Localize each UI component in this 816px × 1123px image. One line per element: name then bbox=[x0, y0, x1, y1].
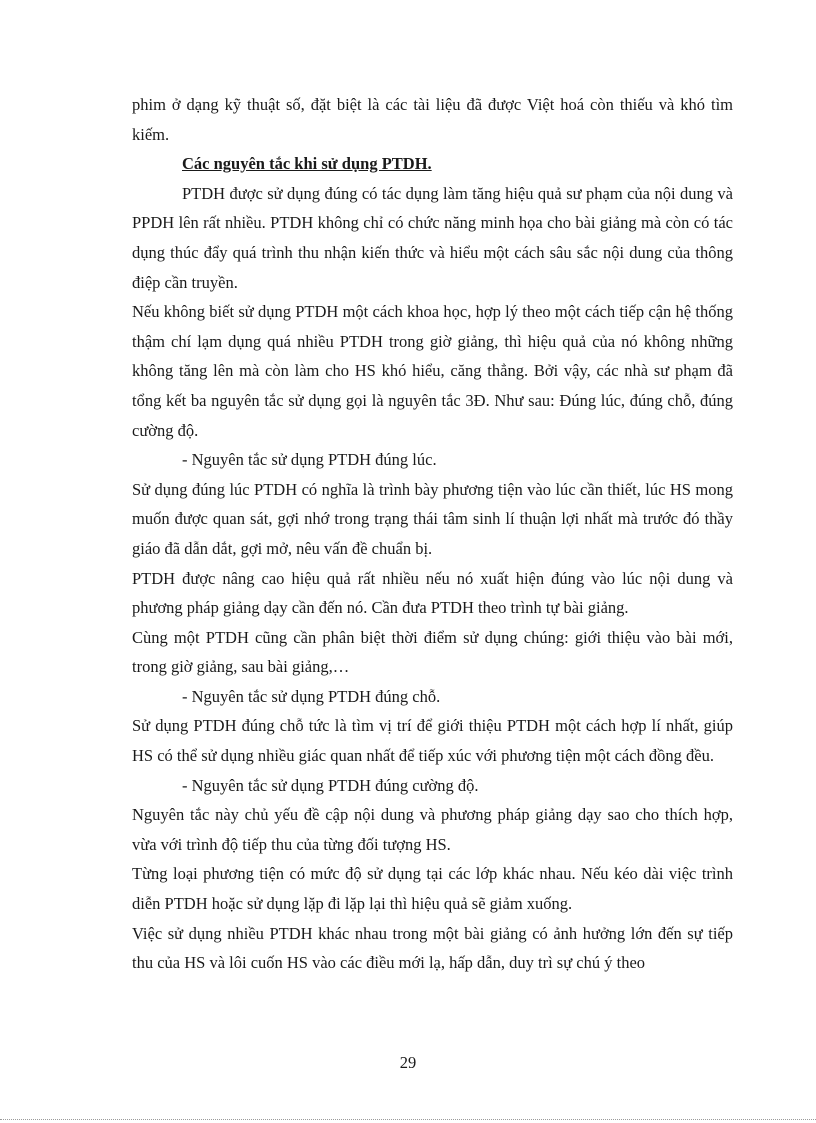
subheading-timing: - Nguyên tắc sử dụng PTDH đúng lúc. bbox=[182, 450, 437, 470]
paragraph: Nếu không biết sử dụng PTDH một cách khoa học, hợp lý theo một cách tiếp cận hệ thống thậm chí lạm dụng quá nhiều PTDH trong giờ giảng, thì hiệu quả của nó không những không tăng lên mà còn làm cho HS khó hiểu, căng thẳng. Bởi vậy, các nhà sư phạm đã tổng kết ba nguyên tắc sử dụng gọi là nguyên tắc 3Đ. Như sau: Đúng lúc, đúng chỗ, đúng cường độ. bbox=[132, 302, 733, 440]
paragraph: Từng loại phương tiện có mức độ sử dụng tại các lớp khác nhau. Nếu kéo dài việc trình diễn PTDH hoặc sử dụng lặp đi lặp lại thì hiệu quả sẽ giảm xuống. bbox=[132, 864, 733, 914]
paragraph: Nguyên tắc này chủ yếu đề cập nội dung và phương pháp giảng dạy sao cho thích hợp, vừa với trình độ tiếp thu của từng đối tượng HS. bbox=[132, 805, 733, 854]
section-heading: Các nguyên tắc khi sử dụng PTDH. bbox=[182, 154, 432, 174]
page-number: 29 bbox=[399, 1053, 417, 1072]
paragraph: PTDH được sử dụng đúng có tác dụng làm tăng hiệu quả sư phạm của nội dung và PPDH lên rất nhiều. PTDH không chỉ có chức năng minh họa cho bài giảng mà còn có tác dụng thúc đẩy quá trình thu nhận kiến thức và hiểu một cách sâu sắc nội dung của thông điệp cần truyền. bbox=[132, 183, 733, 292]
paragraph: PTDH được nâng cao hiệu quả rất nhiều nếu nó xuất hiện đúng vào lúc nội dung và phương pháp giảng dạy cần đến nó. Cần đưa PTDH theo trình tự bài giảng. bbox=[132, 568, 733, 618]
page-body bbox=[132, 90, 733, 978]
paragraph: Việc sử dụng nhiều PTDH khác nhau trong một bài giảng có ảnh hưởng lớn đến sự tiếp thu của HS và lôi cuốn HS vào các điều mới lạ, hấp dẫn, duy trì sự chú ý theo bbox=[132, 923, 733, 973]
paragraph: Sử dụng PTDH đúng chỗ tức là tìm vị trí để giới thiệu PTDH một cách hợp lí nhất, giúp HS có thể sử dụng nhiều giác quan nhất để tiếp xúc với phương tiện một cách đồng đều. bbox=[132, 716, 733, 766]
subheading-intensity: - Nguyên tắc sử dụng PTDH đúng cường độ. bbox=[182, 775, 479, 795]
paragraph: Cùng một PTDH cũng cần phân biệt thời điểm sử dụng chúng: giới thiệu vào bài mới, trong giờ giảng, sau bài giảng,… bbox=[132, 627, 733, 677]
paragraph: Sử dụng đúng lúc PTDH có nghĩa là trình bày phương tiện vào lúc cần thiết, lúc HS mong muốn được quan sát, gợi nhớ trong trạng thái tâm sinh lí thuận lợi nhất mà trước đó thầy giáo đã dẫn dắt, gợi mở, nêu vấn đề chuẩn bị. bbox=[132, 479, 733, 558]
subheading-place: - Nguyên tắc sử dụng PTDH đúng chỗ. bbox=[182, 686, 441, 706]
page-bottom-divider bbox=[0, 1119, 816, 1120]
paragraph-continuation: phim ở dạng kỹ thuật số, đặt biệt là các tài liệu đã được Việt hoá còn thiếu và khó tìm kiếm. bbox=[132, 95, 733, 144]
